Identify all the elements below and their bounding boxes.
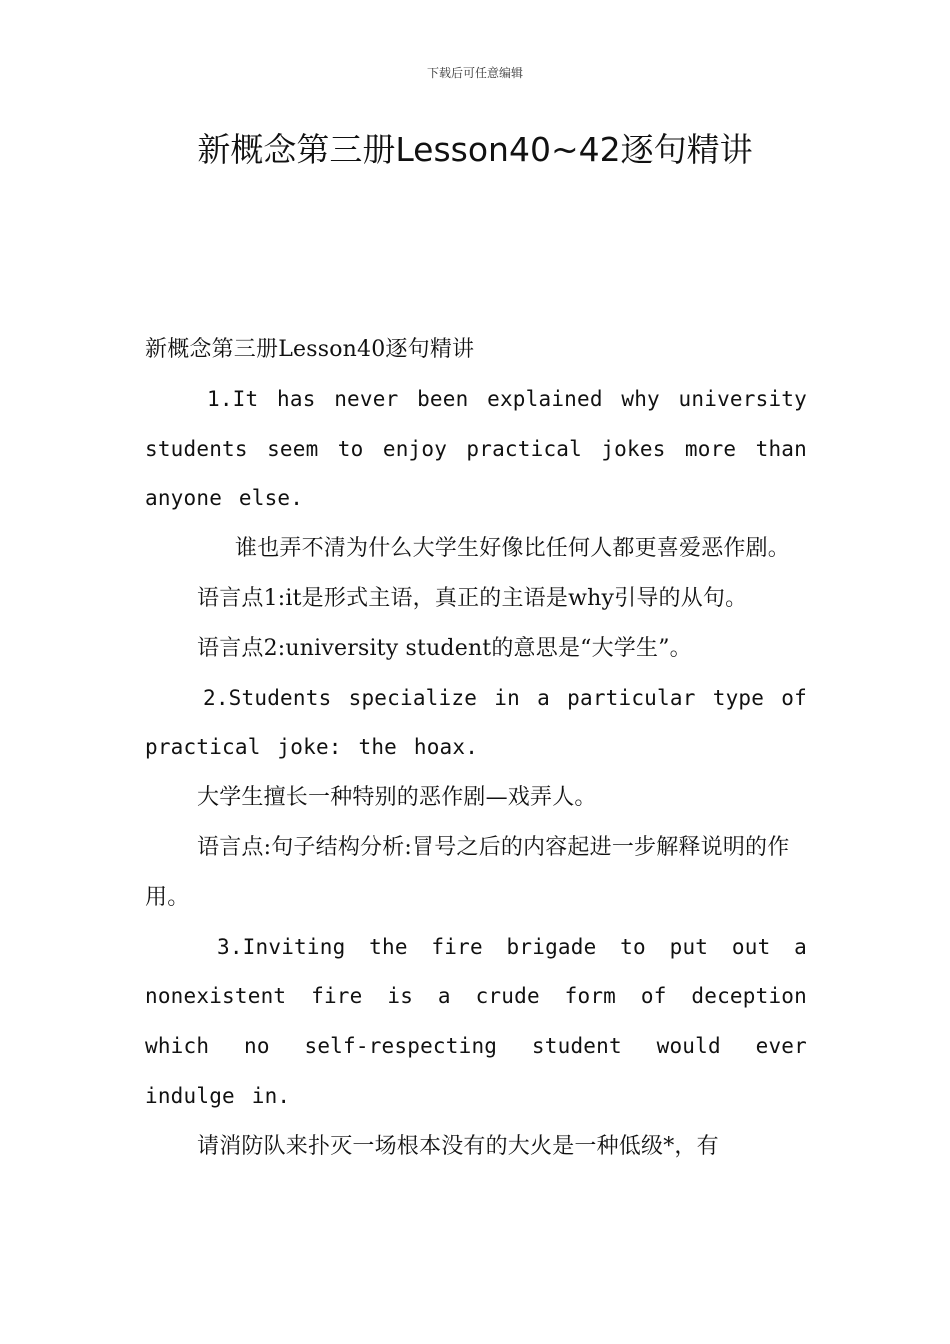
sentence-3-english: 3.Inviting the fire brigade to put out a nonexistent fire is a crude form of deception which no self-respecting student would ever indulge in.	[145, 934, 807, 1108]
document-title: 新概念第三册Lesson40~42逐句精讲	[197, 130, 753, 169]
language-point-1: 语言点1:it是形式主语，真正的主语是why引导的从句。	[197, 585, 748, 611]
sentence-2-language-point: 语言点:句子结构分析:冒号之后的内容起进一步解释说明的作用。	[145, 834, 790, 910]
sentence-2-english: 2.Students specialize in a particular type of practical joke: the hoax.	[145, 685, 807, 760]
language-point-2: 语言点2:university student的意思是“大学生”。	[197, 635, 692, 661]
sentence-1-translation: 谁也弄不清为什么大学生好像比任何人都更喜爱恶作剧。	[235, 536, 791, 562]
document-body	[145, 325, 807, 1172]
sentence-2-translation: 大学生擅长一种特别的恶作剧—戏弄人。	[197, 785, 597, 811]
sentence-3-translation: 请消防队来扑灭一场根本没有的大火是一种低级*，有	[197, 1133, 719, 1159]
section-heading: 新概念第三册Lesson40逐句精讲	[145, 337, 475, 362]
page-header-note: 下载后可任意编辑	[426, 66, 523, 80]
sentence-1-english: 1.It has never been explained why university students seem to enjoy practical jokes more than anyone else.	[145, 386, 807, 511]
